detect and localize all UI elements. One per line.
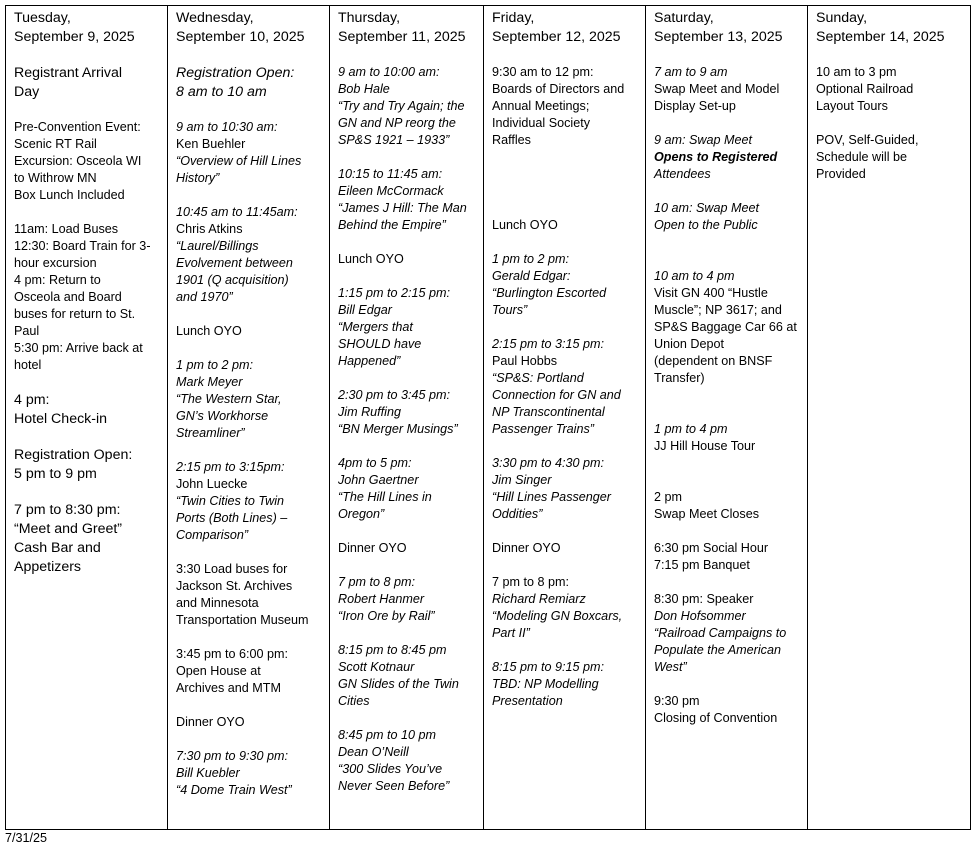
entry-line: 2 pm [654,490,682,504]
entry-line: SP&S Baggage Car 66 at [654,320,797,334]
entry-line: 7:30 pm to 9:30 pm: [176,749,289,763]
entry-line: Streamliner” [176,426,245,440]
day-column-thursday [330,6,484,830]
entry-line: Registrant Arrival [14,65,123,81]
entry-line: Paul Hobbs [492,354,558,368]
schedule-entry [492,64,638,149]
entry-line: Happened” [338,354,401,368]
schedule-entry [14,119,160,204]
entry-line: Annual Meetings; [492,99,590,113]
entry-line: Tours” [492,303,528,317]
schedule-entry [492,251,638,319]
entry-line: to Withrow MN [14,171,97,185]
schedule-entry [176,714,322,731]
entry-line: 5 pm to 9 pm [14,466,97,482]
entry-line: “The Western Star, [176,392,282,406]
day-heading-line: September 9, 2025 [14,29,135,45]
schedule-entry [176,357,322,442]
entry-line: GN Slides of the Twin [338,677,459,691]
entry-line: “Twin Cities to Twin [176,494,284,508]
entry-line: GN’s Workhorse [176,409,269,423]
entry-line: 8:30 pm: Speaker [654,592,754,606]
schedule-entry [338,64,476,149]
day-heading-line: September 12, 2025 [492,29,621,45]
entry-line: Connection for GN and [492,388,621,402]
day-column-tuesday [6,6,168,830]
schedule-entry [14,501,160,577]
entry-line: Oregon” [338,507,385,521]
day-column-sunday [808,6,971,830]
entry-line: Hotel Check-in [14,411,108,427]
entry-line: Gerald Edgar: [492,269,571,283]
entry-line: JJ Hill House Tour [654,439,756,453]
entry-line: Visit GN 400 “Hustle [654,286,768,300]
entry-line: 7:15 pm Banquet [654,558,750,572]
entry-line: Open House at [176,664,261,678]
entry-line: SHOULD have [338,337,422,351]
entry-line: Box Lunch Included [14,188,125,202]
entry-line: West” [654,660,687,674]
entry-line: Chris Atkins [176,222,243,236]
entry-line: “Mergers that [338,320,413,334]
schedule-entry [176,459,322,544]
schedule-entry [654,693,800,727]
entry-line: 2:15 pm to 3:15pm: [176,460,285,474]
entry-line: 9:30 pm [654,694,700,708]
entry-line: and Minnesota [176,596,259,610]
entry-line: Open to the Public [654,218,758,232]
schedule-entry [176,646,322,697]
entry-line: Mark Meyer [176,375,243,389]
entry-line: Opens to Registered [654,150,778,164]
entry-line: Jackson St. Archives [176,579,293,593]
entry-line: 9:30 am to 12 pm: [492,65,594,79]
schedule-entry [492,659,638,710]
entry-line: NP Transcontinental [492,405,605,419]
schedule-entry [338,387,476,438]
schedule-entry [492,336,638,438]
schedule-entry [654,64,800,115]
day-heading [654,9,800,47]
entry-line: “Hill Lines Passenger [492,490,611,504]
entry-line: Evolvement between [176,256,293,270]
entry-line: Union Depot [654,337,725,351]
entry-line: 4pm to 5 pm: [338,456,412,470]
entry-line: “Laurel/Billings [176,239,259,253]
day-heading-line: September 11, 2025 [338,29,466,45]
day-heading [14,9,160,47]
entry-line: Optional Railroad [816,82,914,96]
entry-line: Part II” [492,626,530,640]
entry-line: Archives and MTM [176,681,281,695]
day-heading [816,9,963,47]
schedule-entry [14,391,160,429]
entry-line: Don Hofsommer [654,609,746,623]
entry-line: Lunch OYO [492,218,558,232]
entry-line: Swap Meet Closes [654,507,759,521]
entry-line: “Railroad Campaigns to [654,626,787,640]
entry-line: Attendees [654,167,711,181]
entry-line: Passenger Trains” [492,422,594,436]
entry-line: 6:30 pm Social Hour [654,541,769,555]
day-heading-line: September 14, 2025 [816,29,945,45]
entry-line: 7 am to 9 am [654,65,728,79]
schedule-entry [176,748,322,799]
entry-line: Bill Edgar [338,303,392,317]
schedule-entry [654,268,800,387]
entry-line: 1:15 pm to 2:15 pm: [338,286,451,300]
entry-line: Richard Remiarz [492,592,586,606]
entry-line: Scott Kotnaur [338,660,415,674]
entry-line: Pre-Convention Event: [14,120,141,134]
entry-line: Muscle”; NP 3617; and [654,303,782,317]
day-column-friday [484,6,646,830]
schedule-entry [338,574,476,625]
schedule-entry [176,119,322,187]
entry-line: 11am: Load Buses [14,222,119,236]
entry-line: hotel [14,358,42,372]
schedule-entry [176,64,322,102]
day-heading-line: Friday, [492,10,535,26]
entry-line: 10 am to 4 pm [654,269,735,283]
entry-line: Registration Open: [14,447,133,463]
day-heading-line: September 10, 2025 [176,29,305,45]
entry-line: Presentation [492,694,563,708]
convention-schedule-table [5,5,971,830]
document-date: 7/31/25 [5,831,48,845]
entry-line: Bob Hale [338,82,390,96]
schedule-entry [338,166,476,234]
schedule-entry [654,489,800,523]
entry-line: 10 am: Swap Meet [654,201,759,215]
entry-line: Ports (Both Lines) – [176,511,288,525]
day-heading-line: September 13, 2025 [654,29,783,45]
schedule-entry [338,540,476,557]
entry-line: “James J Hill: The Man [338,201,467,215]
entry-line: 7 pm to 8 pm: [492,575,569,589]
entry-line: Lunch OYO [338,252,404,266]
entry-line: “Meet and Greet” [14,521,123,537]
schedule-entry [816,132,963,183]
entry-line: Populate the American [654,643,781,657]
entry-line: Raffles [492,133,531,147]
schedule-entry [338,285,476,370]
entry-line: Provided [816,167,866,181]
entry-line: Layout Tours [816,99,888,113]
entry-line: Ken Buehler [176,137,246,151]
entry-line: Day [14,84,40,100]
schedule-entry [14,64,160,102]
entry-line: “Try and Try Again; the [338,99,465,113]
entry-line: “4 Dome Train West” [176,783,292,797]
entry-line: 1 pm to 4 pm [654,422,728,436]
entry-line: Bill Kuebler [176,766,240,780]
schedule-entry [14,221,160,374]
entry-line: “Burlington Escorted [492,286,607,300]
schedule-entry [338,642,476,710]
schedule-entry [338,251,476,268]
entry-line: SP&S 1921 – 1933” [338,133,450,147]
day-heading [338,9,476,47]
day-heading [176,9,322,47]
schedule-entry [816,64,963,115]
entry-line: Scenic RT Rail [14,137,97,151]
entry-line: 7 pm to 8:30 pm: [14,502,121,518]
entry-line: Robert Hanmer [338,592,425,606]
entry-line: Dinner OYO [338,541,407,555]
schedule-entry [654,421,800,455]
day-column-saturday [646,6,808,830]
schedule-entry [654,591,800,676]
entry-line: Eileen McCormack [338,184,444,198]
day-heading [492,9,638,47]
schedule-entry [176,561,322,629]
entry-line: “SP&S: Portland [492,371,584,385]
entry-line: Display Set-up [654,99,736,113]
entry-line: 2:15 pm to 3:15 pm: [492,337,605,351]
entry-line: Individual Society [492,116,591,130]
entry-line: TBD: NP Modelling [492,677,599,691]
schedule-entry [654,132,800,183]
schedule-entry [492,217,638,234]
entry-line: Transportation Museum [176,613,309,627]
entry-line: Cities [338,694,370,708]
entry-line: Osceola and Board [14,290,122,304]
entry-line: 1 pm to 2 pm: [176,358,253,372]
entry-line: 1901 (Q acquisition) [176,273,289,287]
entry-line: Dinner OYO [492,541,561,555]
schedule-entry [176,323,322,340]
entry-line: “Overview of Hill Lines [176,154,302,168]
entry-line: 12:30: Board Train for 3- [14,239,151,253]
entry-line: “Iron Ore by Rail” [338,609,435,623]
entry-line: Dinner OYO [176,715,245,729]
entry-line: Jim Singer [492,473,552,487]
entry-line: “The Hill Lines in [338,490,432,504]
entry-line: Paul [14,324,40,338]
entry-line: Closing of Convention [654,711,778,725]
entry-line: 8:45 pm to 10 pm [338,728,437,742]
entry-line: 3:30 pm to 4:30 pm: [492,456,605,470]
day-heading-line: Wednesday, [176,10,254,26]
entry-line: “300 Slides You’ve [338,762,443,776]
day-heading-line: Thursday, [338,10,401,26]
entry-line: 5:30 pm: Arrive back at [14,341,143,355]
day-column-wednesday [168,6,330,830]
day-heading-line: Tuesday, [14,10,71,26]
entry-line: 3:30 Load buses for [176,562,288,576]
day-heading-line: Saturday, [654,10,714,26]
entry-line: 10:15 to 11:45 am: [338,167,443,181]
entry-line: hour excursion [14,256,97,270]
entry-line: Behind the Empire” [338,218,446,232]
entry-line: POV, Self-Guided, [816,133,919,147]
entry-line: 8:15 pm to 9:15 pm: [492,660,605,674]
entry-line: 9 am: Swap Meet [654,133,752,147]
entry-line: buses for return to St. [14,307,136,321]
entry-line: “Modeling GN Boxcars, [492,609,623,623]
schedule-entry [492,455,638,523]
schedule-entry [654,200,800,234]
entry-line: 4 pm: [14,392,50,408]
entry-line: Boards of Directors and [492,82,625,96]
entry-line: “BN Merger Musings” [338,422,458,436]
entry-line: and 1970” [176,290,233,304]
schedule-entry [654,540,800,574]
entry-line: GN and NP reorg the [338,116,456,130]
entry-line: John Luecke [176,477,248,491]
entry-line: 2:30 pm to 3:45 pm: [338,388,451,402]
day-heading-line: Sunday, [816,10,868,26]
entry-line: 9 am to 10:30 am: [176,120,278,134]
schedule-entry [492,540,638,557]
entry-line: 8 am to 10 am [176,84,267,100]
schedule-entry [176,204,322,306]
entry-line: (dependent on BNSF [654,354,773,368]
entry-line: Jim Ruffing [338,405,401,419]
entry-line: History” [176,171,220,185]
entry-line: Schedule will be [816,150,908,164]
entry-line: 3:45 pm to 6:00 pm: [176,647,289,661]
entry-line: Transfer) [654,371,705,385]
entry-line: 7 pm to 8 pm: [338,575,415,589]
entry-line: 4 pm: Return to [14,273,101,287]
schedule-row [6,6,971,830]
entry-line: Dean O’Neill [338,745,409,759]
entry-line: Lunch OYO [176,324,242,338]
entry-line: Cash Bar and [14,540,101,556]
entry-line: Registration Open: [176,65,295,81]
entry-line: 10:45 am to 11:45am: [176,205,298,219]
entry-line: John Gaertner [338,473,419,487]
schedule-entry [14,446,160,484]
entry-line: 10 am to 3 pm [816,65,897,79]
entry-line: Comparison” [176,528,249,542]
schedule-entry [338,455,476,523]
entry-line: 1 pm to 2 pm: [492,252,569,266]
entry-line: Appetizers [14,559,82,575]
entry-line: Excursion: Osceola WI [14,154,142,168]
entry-line: 9 am to 10:00 am: [338,65,440,79]
schedule-entry [338,727,476,795]
entry-line: 8:15 pm to 8:45 pm [338,643,447,657]
entry-line: Never Seen Before” [338,779,450,793]
entry-line: Oddities” [492,507,543,521]
entry-line: Swap Meet and Model [654,82,780,96]
schedule-entry [492,574,638,642]
